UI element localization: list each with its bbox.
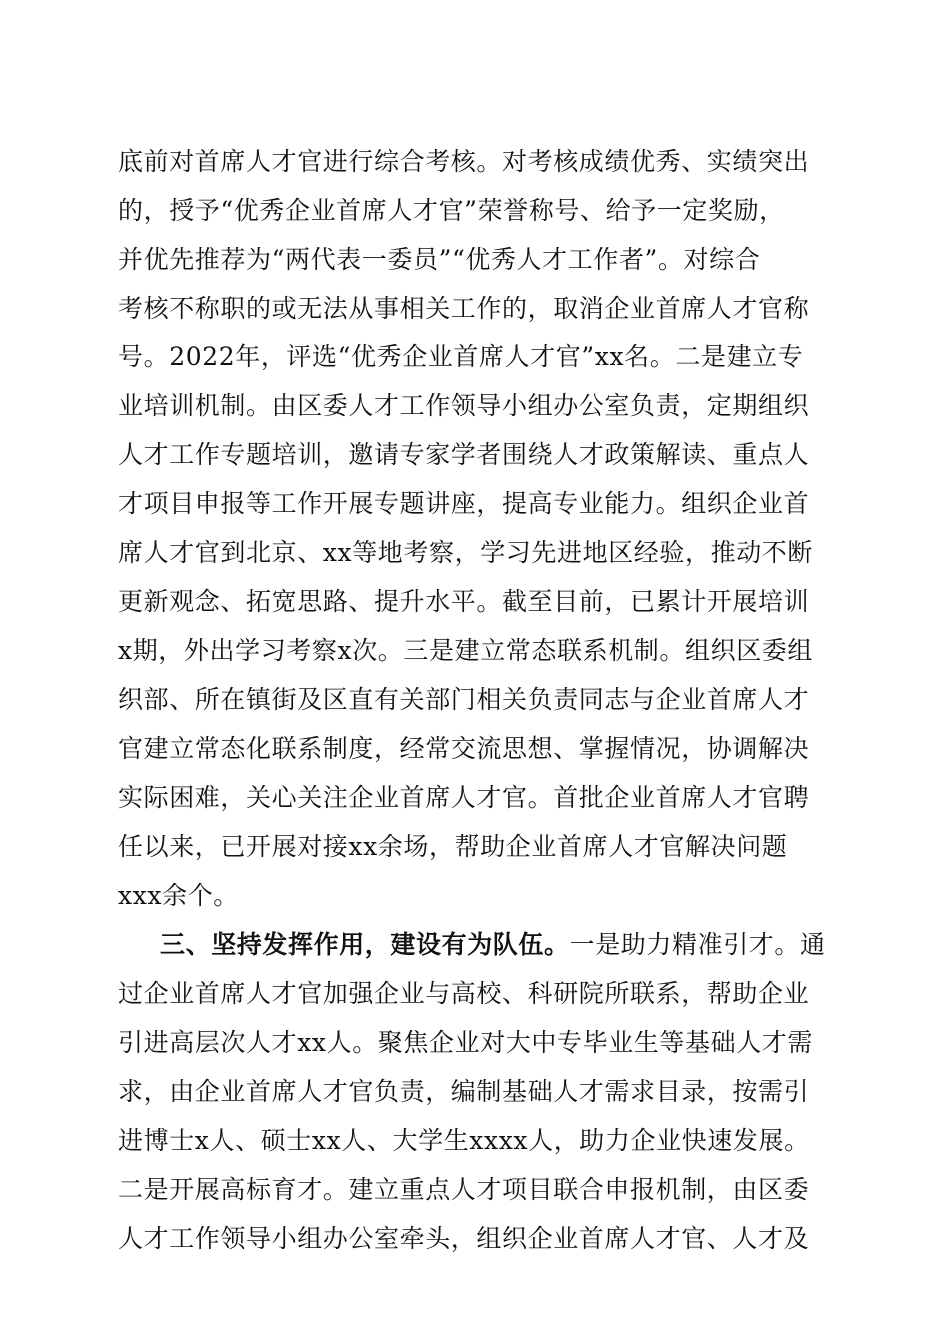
paragraph-line: 业培训机制。由区委人才工作领导小组办公室负责，定期组织 <box>118 391 810 420</box>
section-3-first-line-text: 一是助力精准引才。通 <box>569 930 826 959</box>
paragraph-line: 过企业首席人才官加强企业与高校、科研院所联系，帮助企业 <box>118 979 810 1008</box>
paragraph-line: 才项目申报等工作开展专题讲座，提高专业能力。组织企业首 <box>118 489 810 518</box>
paragraph-line: 席人才官到北京、xx等地考察，学习先进地区经验，推动不断 <box>118 538 814 567</box>
paragraph-line: xxx余个。 <box>118 881 239 910</box>
paragraph-line: 官建立常态化联系制度，经常交流思想、掌握情况，协调解决 <box>118 734 810 763</box>
paragraph-line: 底前对首席人才官进行综合考核。对考核成绩优秀、实绩突出 <box>118 147 810 176</box>
paragraph-line: 织部、所在镇街及区直有关部门相关负责同志与企业首席人才 <box>118 685 810 714</box>
paragraph-line: 引进高层次人才xx人。聚焦企业对大中专毕业生等基础人才需 <box>118 1028 814 1057</box>
paragraph-line: 更新观念、拓宽思路、提升水平。截至目前，已累计开展培训 <box>118 587 810 616</box>
paragraph-line: 人才工作专题培训，邀请专家学者围绕人才政策解读、重点人 <box>118 440 810 469</box>
section-3-first-line <box>160 929 880 961</box>
section-3-heading: 三、坚持发挥作用，建设有为队伍。 <box>160 930 570 959</box>
paragraph-line: 的，授予“优秀企业首席人才官”荣誉称号、给予一定奖励， <box>118 196 785 225</box>
paragraph-line: 考核不称职的或无法从事相关工作的，取消企业首席人才官称 <box>118 294 810 323</box>
paragraph-line: x期，外出学习考察x次。三是建立常态联系机制。组织区委组 <box>118 636 814 665</box>
paragraph-line: 进博士x人、硕士xx人、大学生xxxx人，助力企业快速发展。 <box>118 1126 810 1155</box>
paragraph-line: 任以来，已开展对接xx余场，帮助企业首席人才官解决问题 <box>118 832 788 861</box>
paragraph-line: 号。2022年，评选“优秀企业首席人才官”xx名。二是建立专 <box>118 342 804 371</box>
paragraph-line: 并优先推荐为“两代表一委员”“优秀人才工作者”。对综合 <box>118 245 761 274</box>
paragraph-line: 人才工作领导小组办公室牵头，组织企业首席人才官、人才及 <box>118 1224 810 1253</box>
paragraph-line: 二是开展高标育才。建立重点人才项目联合申报机制，由区委 <box>118 1175 810 1204</box>
paragraph-line: 实际困难，关心关注企业首席人才官。首批企业首席人才官聘 <box>118 783 810 812</box>
paragraph-line: 求，由企业首席人才官负责，编制基础人才需求目录，按需引 <box>118 1077 810 1106</box>
